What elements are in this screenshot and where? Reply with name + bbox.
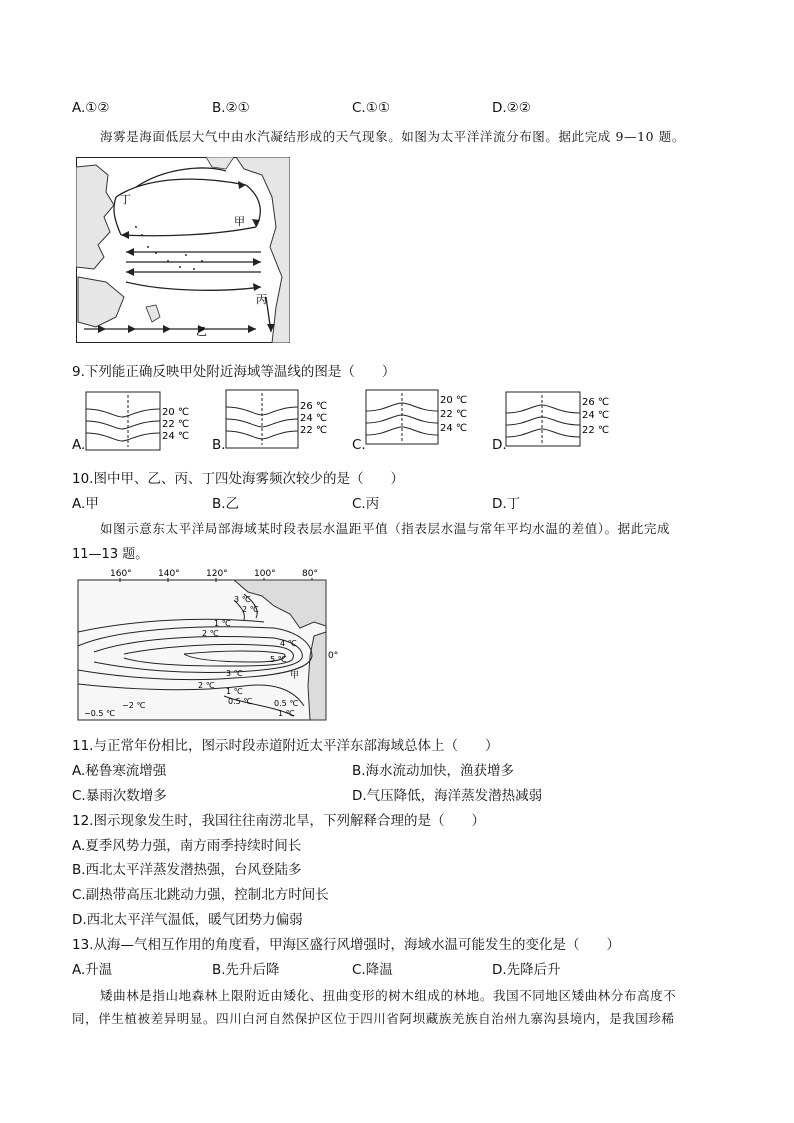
svg-text:0°: 0° xyxy=(328,651,339,661)
svg-text:2 ℃: 2 ℃ xyxy=(198,681,215,690)
q9-option-d-letter: D. xyxy=(492,437,507,453)
q10-option-d: D.丁 xyxy=(492,496,521,512)
svg-text:−0.5 ℃: −0.5 ℃ xyxy=(84,709,115,718)
svg-text:1 ℃: 1 ℃ xyxy=(278,709,295,718)
q12-option-b: B.西北太平洋蒸发潜热强，台风登陆多 xyxy=(72,862,302,878)
q13-option-a: A.升温 xyxy=(72,962,113,978)
svg-text:120°: 120° xyxy=(206,569,228,579)
sst-anomaly-map xyxy=(74,566,346,722)
q11-stem: 11.与正常年份相比，图示时段赤道附近太平洋东部海域总体上（ ） xyxy=(72,738,499,754)
svg-text:80°: 80° xyxy=(302,569,318,579)
q9-option-b-letter: B. xyxy=(212,437,226,453)
q9-option-a-diagram xyxy=(85,391,189,453)
q10-option-a: A.甲 xyxy=(72,496,99,512)
svg-text:22 ℃: 22 ℃ xyxy=(582,425,610,436)
q13-option-b: B.先升后降 xyxy=(212,962,280,978)
q12-stem: 12.图示现象发生时，我国往往南涝北旱，下列解释合理的是（ ） xyxy=(72,813,485,829)
q9-option-c-letter: C. xyxy=(352,437,366,453)
intro-paragraph-11-13-line2: 11—13 题。 xyxy=(72,547,149,562)
q9-option-d-diagram xyxy=(505,391,611,453)
svg-text:20 ℃: 20 ℃ xyxy=(440,395,468,406)
q11-option-a: A.秘鲁寒流增强 xyxy=(72,763,167,779)
q12-option-c: C.副热带高压北跳动力强，控制北方时间长 xyxy=(72,887,329,903)
svg-text:160°: 160° xyxy=(110,569,132,579)
svg-text:1 ℃: 1 ℃ xyxy=(226,687,243,696)
intro-paragraph-next-line2: 同，伴生植被差异明显。四川白河自然保护区位于四川省阿坝藏族羌族自治州九寨沟县境内，是我国珍稀 xyxy=(72,1011,675,1026)
q10-stem: 10.图中甲、乙、丙、丁四处海雾频次较少的是（ ） xyxy=(72,471,404,487)
svg-text:−2 ℃: −2 ℃ xyxy=(122,701,146,710)
q8-option-a: A.①② xyxy=(72,100,110,116)
q9-option-c-diagram xyxy=(365,389,471,451)
svg-text:2 ℃: 2 ℃ xyxy=(202,629,219,638)
q12-option-a: A.夏季风势力强，南方雨季持续时间长 xyxy=(72,838,302,854)
svg-text:24 ℃: 24 ℃ xyxy=(440,423,468,434)
q11-option-d: D.气压降低，海洋蒸发潜热减弱 xyxy=(352,788,543,804)
intro-paragraph-11-13-line1: 如图示意东太平洋局部海域某时段表层水温距平值（指表层水温与常年平均水温的差值）。据此完成 xyxy=(100,521,671,536)
q11-option-c: C.暴雨次数增多 xyxy=(72,788,167,804)
svg-text:24 ℃: 24 ℃ xyxy=(162,431,189,442)
map1-label-bing: 丙 xyxy=(256,293,267,306)
pacific-current-map xyxy=(76,157,290,343)
map1-label-yi: 乙 xyxy=(196,325,207,338)
q8-option-d: D.②② xyxy=(492,100,531,116)
map2-label-jia: 甲 xyxy=(290,671,300,681)
q13-option-d: D.先降后升 xyxy=(492,962,561,978)
q10-option-b: B.乙 xyxy=(212,496,240,512)
svg-text:4 ℃: 4 ℃ xyxy=(280,639,297,648)
svg-text:24 ℃: 24 ℃ xyxy=(300,413,328,424)
svg-text:3 ℃: 3 ℃ xyxy=(234,595,251,604)
map1-label-ding: 丁 xyxy=(120,193,131,206)
svg-text:26 ℃: 26 ℃ xyxy=(300,401,328,412)
intro-paragraph-9-10: 海雾是海面低层大气中由水汽凝结形成的天气现象。如图为太平洋洋流分布图。据此完成 9—10 题。 xyxy=(100,129,686,144)
svg-text:1 ℃: 1 ℃ xyxy=(214,619,231,628)
svg-text:20 ℃: 20 ℃ xyxy=(162,407,189,418)
map1-label-jia: 甲 xyxy=(234,215,245,228)
q8-option-b: B.②① xyxy=(212,100,250,116)
svg-text:22 ℃: 22 ℃ xyxy=(440,409,468,420)
q8-option-c: C.①① xyxy=(352,100,390,116)
q10-option-c: C.丙 xyxy=(352,496,380,512)
svg-text:22 ℃: 22 ℃ xyxy=(162,419,189,430)
intro-paragraph-next-line1: 矮曲林是指山地森林上限附近由矮化、扭曲变形的树木组成的林地。我国不同地区矮曲林分布高度不 xyxy=(100,988,677,1003)
q11-option-b: B.海水流动加快，渔获增多 xyxy=(352,763,515,779)
q13-option-c: C.降温 xyxy=(352,962,393,978)
q9-option-a-letter: A. xyxy=(72,437,86,453)
q9-option-b-diagram xyxy=(225,389,329,451)
svg-text:24 ℃: 24 ℃ xyxy=(582,410,610,421)
svg-text:140°: 140° xyxy=(158,569,180,579)
svg-text:22 ℃: 22 ℃ xyxy=(300,425,328,436)
svg-text:0.5 ℃: 0.5 ℃ xyxy=(228,697,253,706)
svg-text:3 ℃: 3 ℃ xyxy=(226,669,243,678)
svg-text:5 ℃: 5 ℃ xyxy=(270,655,287,664)
svg-text:100°: 100° xyxy=(254,569,276,579)
svg-text:0.5 ℃: 0.5 ℃ xyxy=(274,699,299,708)
q9-stem: 9.下列能正确反映甲处附近海域等温线的图是（ ） xyxy=(72,364,396,380)
svg-text:2 ℃: 2 ℃ xyxy=(242,605,259,614)
svg-text:26 ℃: 26 ℃ xyxy=(582,397,610,408)
q13-stem: 13.从海—气相互作用的角度看，甲海区盛行风增强时，海域水温可能发生的变化是（ ） xyxy=(72,937,620,953)
q12-option-d: D.西北太平洋气温低，暖气团势力偏弱 xyxy=(72,912,303,928)
